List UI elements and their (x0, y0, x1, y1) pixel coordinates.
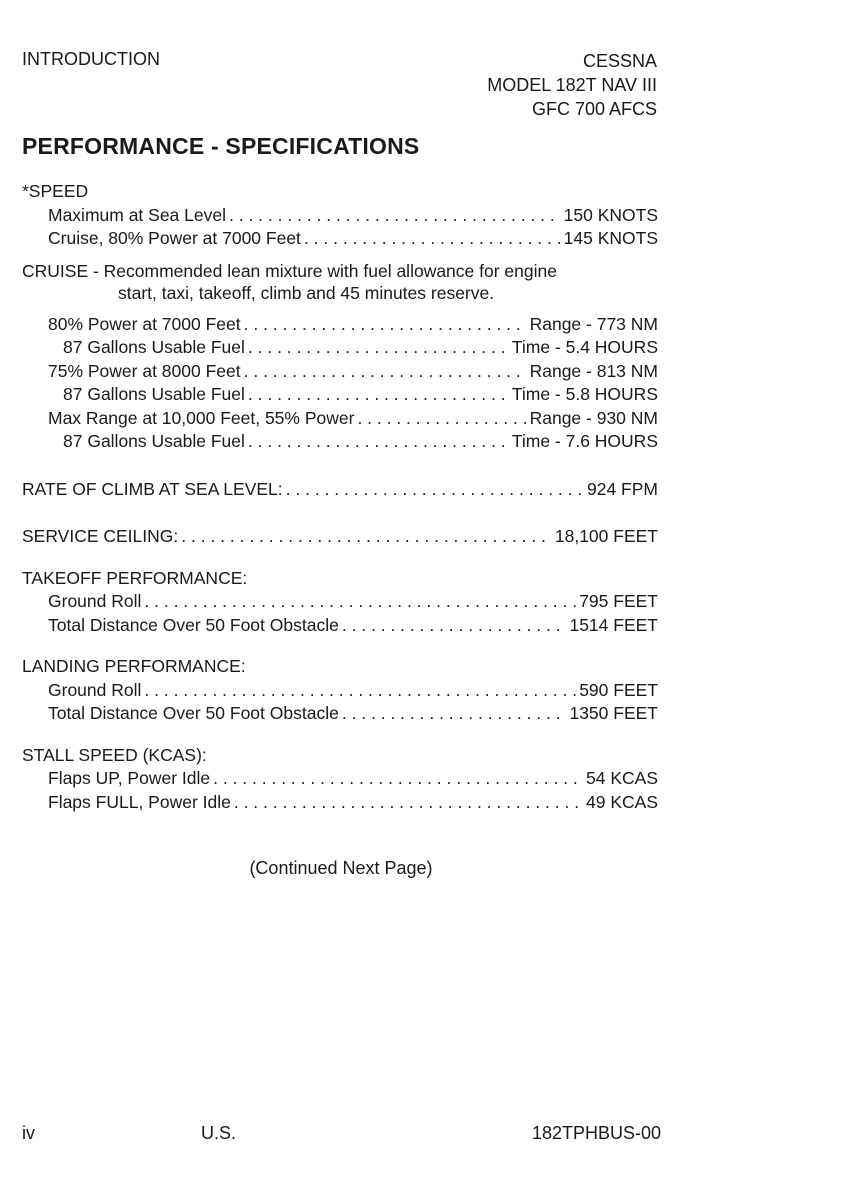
footer-document-id: 182TPHBUS-00 (531, 1123, 661, 1143)
spec-value: 49 KCAS (586, 791, 658, 812)
spec-row (22, 383, 658, 407)
ceiling-value: 18,100 FEET (554, 526, 658, 546)
leader-dots (244, 360, 527, 384)
spec-row (22, 336, 658, 360)
leader-dots (248, 430, 509, 454)
header-brand: CESSNA (582, 51, 657, 71)
spec-row (22, 590, 658, 614)
header-model-block (487, 49, 657, 121)
header-system: GFC 700 AFCS (531, 99, 657, 119)
leader-dots (244, 313, 527, 337)
spec-row (22, 430, 658, 454)
spec-value: Time - 5.8 HOURS (511, 384, 658, 404)
spec-label: 87 Gallons Usable Fuel (63, 384, 245, 404)
leader-dots (213, 767, 583, 791)
spec-row (22, 702, 658, 726)
spec-label: Flaps FULL, Power Idle (48, 791, 231, 812)
spec-row (22, 478, 658, 502)
spec-value: Range - 930 NM (529, 407, 658, 428)
spec-value: 1514 FEET (569, 614, 658, 635)
climb-value: 924 FPM (587, 478, 658, 499)
leader-dots (181, 525, 552, 549)
spec-label: Maximum at Sea Level (48, 204, 226, 225)
landing-heading: LANDING PERFORMANCE: (22, 656, 246, 676)
leader-dots (357, 407, 526, 431)
spec-value: Range - 813 NM (529, 360, 658, 381)
spec-label: Total Distance Over 50 Foot Obstacle (48, 614, 339, 635)
spec-row (22, 360, 658, 384)
spec-label: Cruise, 80% Power at 7000 Feet (48, 228, 301, 248)
spec-row (22, 313, 658, 337)
spec-value: 145 KNOTS (563, 228, 658, 248)
speed-heading: *SPEED (22, 181, 89, 201)
spec-row (22, 204, 658, 228)
leader-dots (342, 702, 567, 726)
leader-dots (229, 204, 561, 228)
ceiling-label: SERVICE CEILING: (22, 526, 179, 546)
spec-label: 87 Gallons Usable Fuel (63, 337, 245, 357)
spec-label: 80% Power at 7000 Feet (48, 313, 241, 334)
footer-page-number: iv (22, 1123, 35, 1143)
spec-row (22, 614, 658, 638)
cruise-note-line1: CRUISE - Recommended lean mixture with fuel allowance for engine (22, 260, 557, 281)
spec-row (22, 227, 658, 251)
leader-dots (234, 791, 583, 815)
spec-label: 75% Power at 8000 Feet (48, 360, 241, 381)
spec-value: 590 FEET (579, 679, 658, 700)
spec-label: Ground Roll (48, 591, 142, 611)
header-section-title: INTRODUCTION (22, 49, 160, 69)
footer-region: U.S. (201, 1123, 237, 1143)
spec-value: 795 FEET (579, 591, 658, 611)
spec-label: Max Range at 10,000 Feet, 55% Power (48, 407, 355, 428)
spec-row (22, 407, 658, 431)
spec-label: 87 Gallons Usable Fuel (63, 431, 245, 451)
leader-dots (248, 336, 509, 360)
spec-value: 150 KNOTS (563, 204, 658, 225)
climb-label: RATE OF CLIMB AT SEA LEVEL: (22, 478, 283, 499)
spec-row (22, 767, 658, 791)
leader-dots (342, 614, 567, 638)
leader-dots (144, 679, 576, 703)
spec-row (22, 791, 658, 815)
spec-value: 54 KCAS (586, 768, 658, 788)
cruise-note-line2: start, taxi, takeoff, climb and 45 minutes reserve. (118, 282, 495, 303)
spec-value: Time - 7.6 HOURS (511, 431, 658, 451)
spec-value: Time - 5.4 HOURS (511, 337, 658, 357)
leader-dots (248, 383, 509, 407)
page-title: PERFORMANCE - SPECIFICATIONS (22, 133, 420, 159)
leader-dots (144, 590, 576, 614)
spec-label: Ground Roll (48, 679, 142, 700)
spec-label: Flaps UP, Power Idle (48, 768, 211, 788)
leader-dots (304, 227, 561, 251)
header-model: MODEL 182T NAV III (487, 75, 657, 95)
spec-row (22, 525, 658, 549)
specifications-list (22, 180, 658, 814)
spec-value: Range - 773 NM (529, 313, 658, 334)
continued-note: (Continued Next Page) (249, 858, 433, 878)
spec-label: Total Distance Over 50 Foot Obstacle (48, 703, 339, 723)
stall-heading: STALL SPEED (KCAS): (22, 744, 207, 765)
spec-value: 1350 FEET (569, 703, 658, 723)
takeoff-heading: TAKEOFF PERFORMANCE: (22, 567, 248, 588)
spec-row (22, 679, 658, 703)
leader-dots (286, 478, 584, 502)
